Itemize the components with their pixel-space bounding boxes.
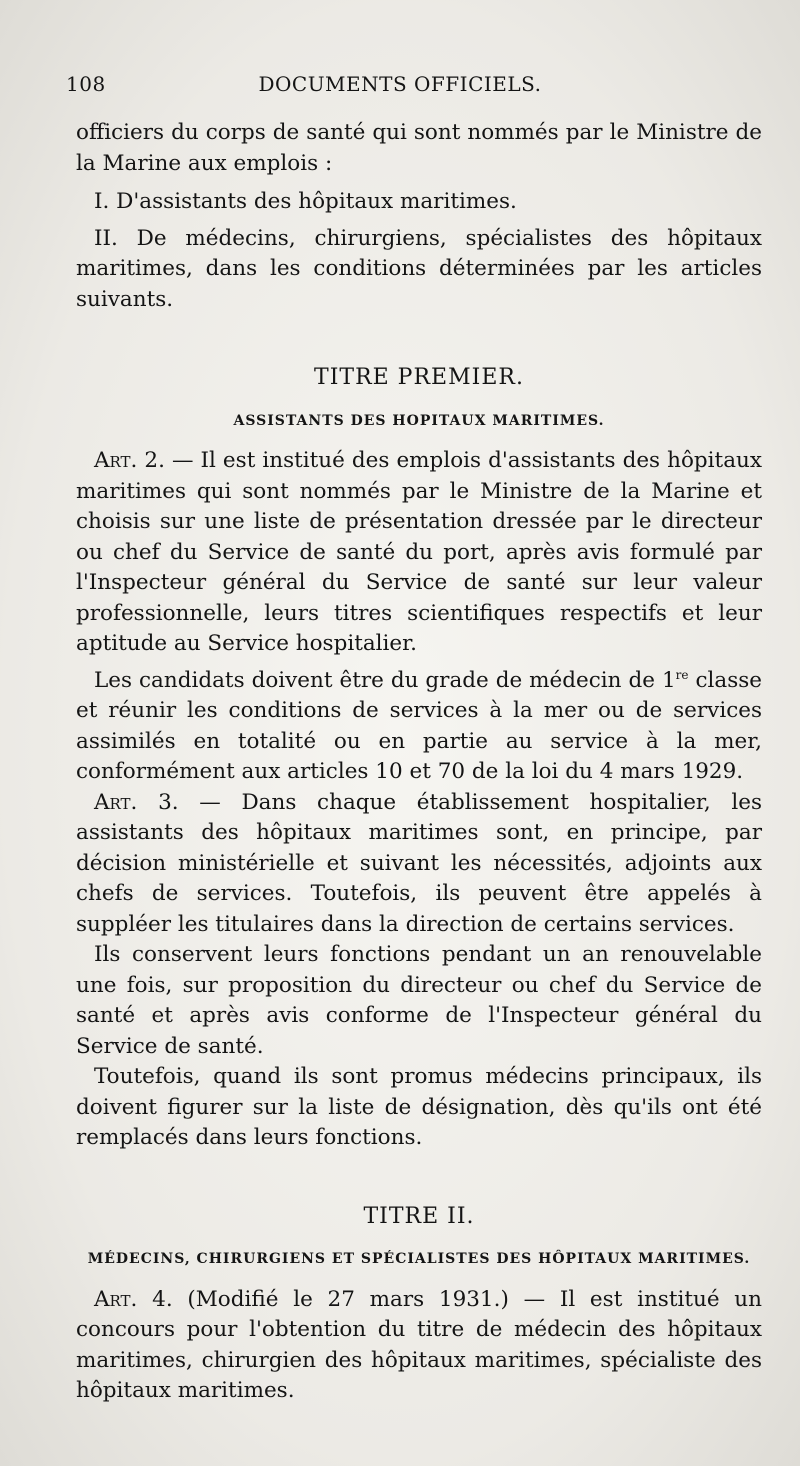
item-ii: II. De médecins, chirurgiens, spécialistes des hôpitaux maritimes, dans les conditions déterminées par les articles suivants. (76, 225, 762, 312)
article-3-label: Art. 3. (94, 789, 179, 815)
article-2-p2-rest: classe et réunir les conditions de services à la mer ou de services assimilés en totalité ou en partie au service à la mer, conformément aux articles 10 et 70 de la loi du 4 mars 1929. (76, 667, 762, 785)
item-i: I. D'assistants des hôpitaux maritimes. (94, 189, 517, 214)
article-2-text: — Il est institué des emplois d'assistants des hôpitaux maritimes qui sont nommés par le Ministre de la Marine et choisis sur une liste de présentation dressée par le directeur ou chef du Service de santé du port, après avis formulé par l'Inspecteur général du Service de santé sur leur valeur professionnelle, leurs titres scientifiques respectifs et leur aptitude au Service hospitalier. (76, 448, 762, 656)
titre-premier-heading: TITRE PREMIER. (314, 365, 524, 390)
article-3-paragraph-2: Ils conservent leurs fonctions pendant un an renouvelable une fois, sur proposition du directeur ou chef du Service de santé et après avis conforme de l'Inspecteur général du Service de santé. (76, 942, 762, 1059)
article-2-paragraph-2 (76, 660, 762, 788)
titre-ii-subheading: MÉDECINS, CHIRURGIENS ET SPÉCIALISTES DES HÔPITAUX MARITIMES. (87, 1251, 751, 1268)
article-3-paragraph-3: Toutefois, quand ils sont promus médecins principaux, ils doivent figurer sur la liste de désignation, dès qu'ils ont été remplacés dans leurs fonctions. (76, 1064, 762, 1151)
running-title: DOCUMENTS OFFICIELS. (258, 72, 542, 96)
article-2-p2-text: Les candidats doivent être du grade de médecin de 1 (94, 667, 676, 693)
article-2-label: Art. 2. (94, 448, 165, 473)
article-3 (76, 788, 762, 941)
ordinal-superscript: re (675, 667, 689, 682)
page-header (66, 72, 734, 106)
page-body (76, 118, 762, 1407)
intro-paragraph: officiers du corps de santé qui sont nommés par le Ministre de la Marine aux emplois : (76, 120, 762, 176)
article-2 (76, 446, 762, 660)
page-number: 108 (66, 72, 106, 96)
article-4-label: Art. 4. (94, 1286, 173, 1312)
article-4-text: (Modifié le 27 mars 1931.) — Il est institué un concours pour l'obtention du titre de médecin des hôpitaux maritimes, chirurgien des hôpitaux maritimes, spécialiste des hôpitaux maritimes. (76, 1286, 762, 1404)
article-4 (76, 1285, 762, 1407)
titre-ii-heading: TITRE II. (363, 1203, 475, 1229)
article-3-text: — Dans chaque établissement hospitalier, les assistants des hôpitaux maritimes sont, en principe, par décision ministérielle et suivant les nécessités, adjoints aux chefs de services. Toutefois, ils peuvent être appelés à suppléer les titulaires dans la direction de certains services. (76, 789, 762, 937)
titre-premier-subheading: ASSISTANTS DES HOPITAUX MARITIMES. (233, 412, 605, 429)
